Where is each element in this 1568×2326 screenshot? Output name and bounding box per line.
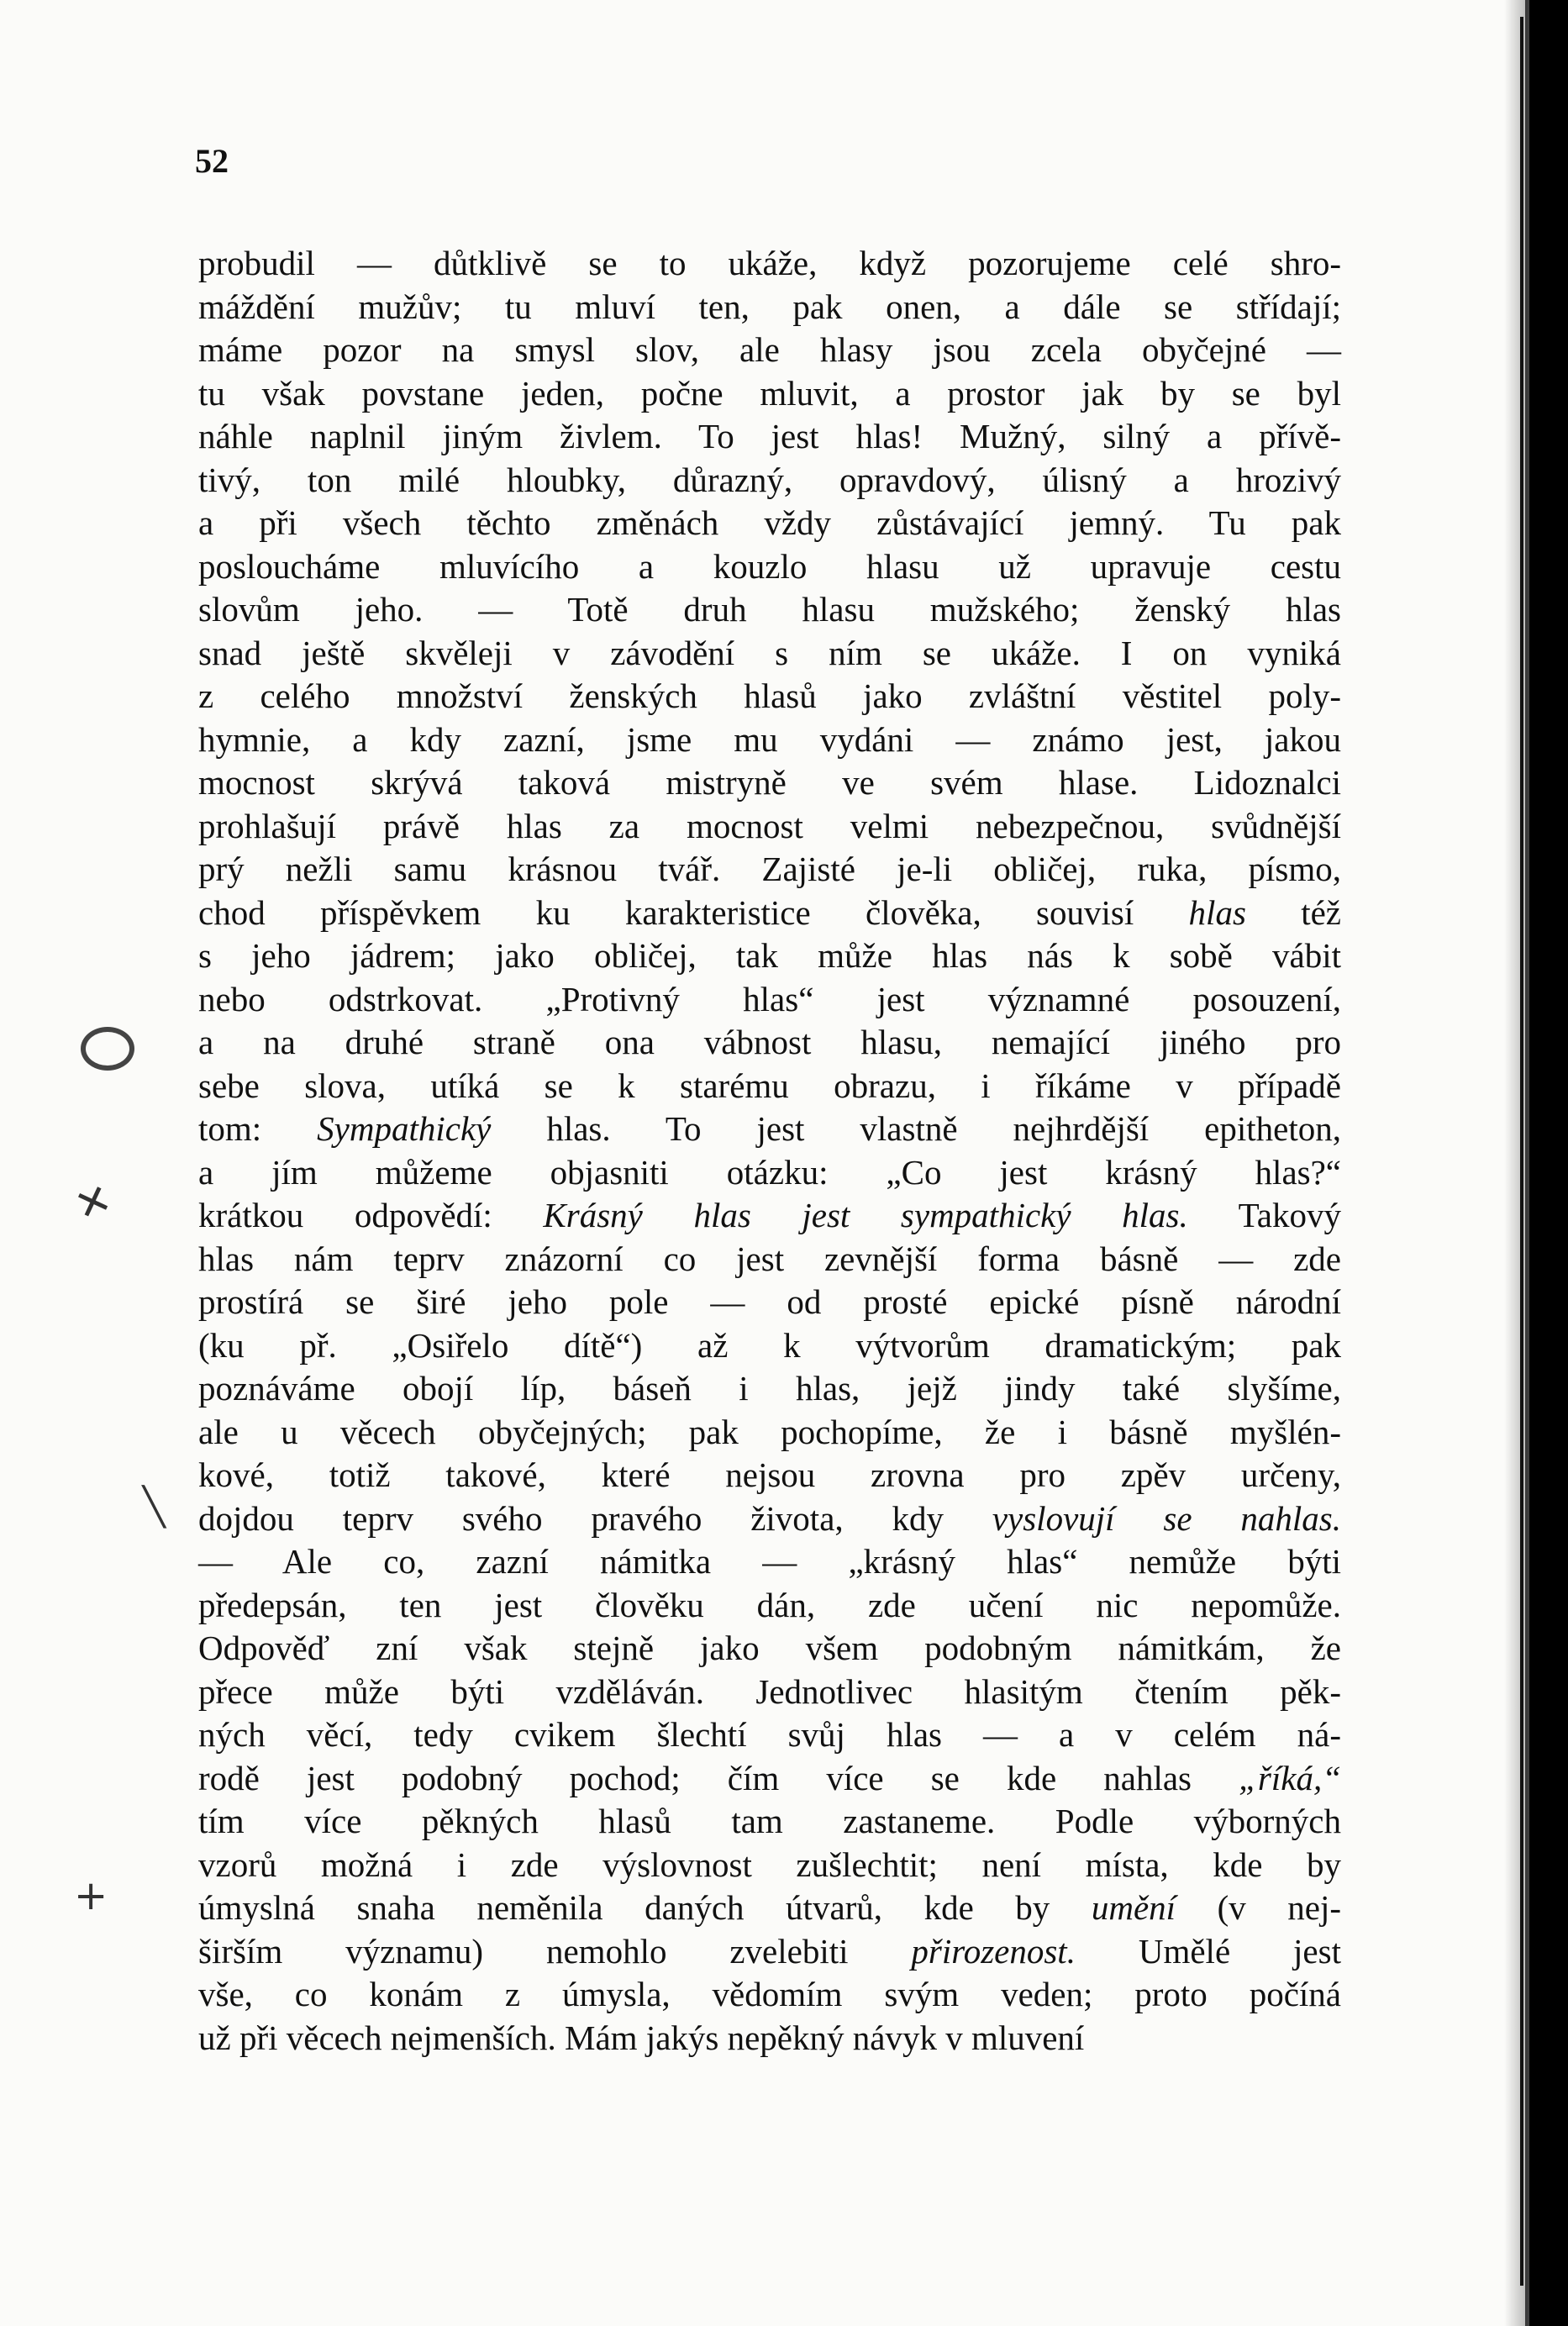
text-line: tu však povstane jeden, počne mluvit, a prostor jak by se byl — [198, 373, 1341, 413]
italic-run: Sympathický — [317, 1109, 492, 1148]
text-run: hlas. To jest vlastně nejhrdější epitheton, — [491, 1109, 1341, 1148]
text-line: nebo odstrkovat. „Protivný hlas“ jest významné posouzení, — [198, 979, 1341, 1018]
text-line-mixed — [198, 892, 1341, 935]
text-line: a na druhé straně ona vábnost hlasu, nemající jiného pro — [198, 1023, 1341, 1061]
italic-run: vyslovují se nahlas. — [992, 1498, 1341, 1538]
body-text — [198, 242, 1341, 2060]
text-run: též — [1245, 892, 1341, 932]
text-line: probudil — důtklivě se to ukáže, když pozorujeme celé shro- — [198, 244, 1341, 282]
text-line: přece může býti vzděláván. Jednotlivec hlasitým čtením pěk- — [198, 1671, 1341, 1711]
text-line: hlas nám teprv znázorní co jest zevnější forma básně — zde — [198, 1239, 1341, 1278]
text-line: máme pozor na smysl slov, ale hlasy jsou zcela obyčejné — — [198, 330, 1341, 369]
text-line: — Ale co, zazní námitka — „krásný hlas“ nemůže býti — [198, 1542, 1341, 1581]
text-line: a jím můžeme objasniti otázku: „Co jest krásný hlas?“ — [198, 1152, 1341, 1192]
text-line: a při všech těchto změnách vždy zůstávající jemný. Tu pak — [198, 503, 1341, 542]
text-line: hymnie, a kdy zazní, jsme mu vydáni — známo jest, jakou — [198, 719, 1341, 759]
text-line: mocnost skrývá taková mistryně ve svém hlase. Lidoznalci — [198, 763, 1341, 802]
text-line: prohlašují právě hlas za mocnost velmi nebezpečnou, svůdnější — [198, 806, 1341, 845]
page-number: 52 — [195, 142, 229, 180]
text-line: máždění mužův; tu mluví ten, pak onen, a dále se střídají; — [198, 287, 1341, 326]
italic-run: hlas — [1188, 892, 1246, 932]
text-line: náhle naplnil jiným živlem. To jest hlas! Mužný, silný a přívě- — [198, 417, 1341, 455]
text-line: prostírá se širé jeho pole — od prosté epické písně národní — [198, 1282, 1341, 1321]
text-run: tom: — [198, 1109, 318, 1148]
text-line-mixed — [198, 1930, 1341, 1974]
text-line-mixed — [198, 1757, 1341, 1801]
pencil-cross-icon: ✕ — [68, 1173, 118, 1232]
text-run: Umělé jest — [1075, 1931, 1341, 1971]
text-run: rodě jest podobný pochod; čím více se kde nahlas — [198, 1758, 1239, 1797]
text-run: krátkou odpovědí: — [198, 1196, 544, 1234]
text-line: prý nežli samu krásnou tvář. Zajisté je-li obličej, ruka, písmo, — [198, 850, 1341, 888]
text-line: ale u věcech obyčejných; pak pochopíme, že i básně myšlén- — [198, 1412, 1341, 1451]
text-line-mixed — [198, 1108, 1341, 1151]
text-line: vzorů možná i zde výslovnost zušlechtit; není místa, kde by — [198, 1844, 1341, 1884]
pencil-slash-icon: ╲ — [143, 1486, 166, 1529]
text-line: z celého množství ženských hlasů jako zvláštní věstitel poly- — [198, 676, 1341, 715]
text-line-mixed — [198, 1887, 1341, 1930]
text-line: tím více pěkných hlasů tam zastaneme. Podle výborných — [198, 1802, 1341, 1840]
text-line: sebe slova, utíká se k starému obrazu, i říkáme v případě — [198, 1066, 1341, 1105]
italic-run: Krásný hlas jest sympathický hlas. — [543, 1196, 1188, 1234]
text-line: s jeho jádrem; jako obličej, tak může hlas nás k sobě vábit — [198, 936, 1341, 975]
pencil-circle-mark — [81, 1027, 134, 1071]
text-line: tivý, ton milé hloubky, důrazný, opravdový, úlisný a hrozivý — [198, 460, 1341, 499]
italic-run: přirozenost. — [911, 1931, 1076, 1971]
text-line: Odpověď zní však stejně jako všem podobným námitkám, že — [198, 1629, 1341, 1667]
italic-run: „říká,“ — [1239, 1758, 1341, 1797]
text-line: (ku př. „Osiřelo dítě“) až k výtvorům dramatickým; pak — [198, 1325, 1341, 1365]
italic-run: umění — [1091, 1888, 1176, 1927]
text-line: poznáváme obojí líp, báseň i hlas, jejž jindy také slyšíme, — [198, 1369, 1341, 1408]
text-line: slovům jeho. — Totě druh hlasu mužského; ženský hlas — [198, 590, 1341, 629]
text-line-mixed — [198, 1194, 1341, 1238]
text-line: snad ještě skvěleji v závodění s ním se ukáže. I on vyniká — [198, 633, 1341, 672]
text-line: předepsán, ten jest člověku dán, zde učení nic nepomůže. — [198, 1585, 1341, 1624]
pencil-plus-icon: + — [74, 1872, 108, 1919]
text-run: širším významu) nemohlo zvelebiti — [198, 1931, 912, 1971]
text-run: úmyslná snaha neměnila daných útvarů, kde by — [198, 1888, 1092, 1927]
text-line-mixed — [198, 1497, 1341, 1541]
binding-line — [1520, 17, 1523, 2286]
text-run: dojdou teprv svého pravého života, kdy — [198, 1498, 992, 1538]
text-line: ných věcí, tedy cvikem šlechtí svůj hlas — a v celém ná- — [198, 1715, 1341, 1754]
text-line: kové, totiž takové, které nejsou zrovna pro zpěv určeny, — [198, 1455, 1341, 1494]
text-run: Takový — [1187, 1196, 1341, 1234]
binding-thread — [1515, 17, 1527, 2286]
text-line: už při věcech nejmenších. Mám jakýs nepěkný návyk v mluvení — [198, 2018, 1085, 2057]
text-run: (v nej- — [1176, 1888, 1341, 1927]
text-line: posloucháme mluvícího a kouzlo hlasu už upravuje cestu — [198, 546, 1341, 586]
text-line: vše, co konám z úmysla, vědomím svým veden; proto počíná — [198, 1975, 1341, 2013]
text-run: chod příspěvkem ku karakteristice člověka, souvisí — [198, 892, 1189, 932]
